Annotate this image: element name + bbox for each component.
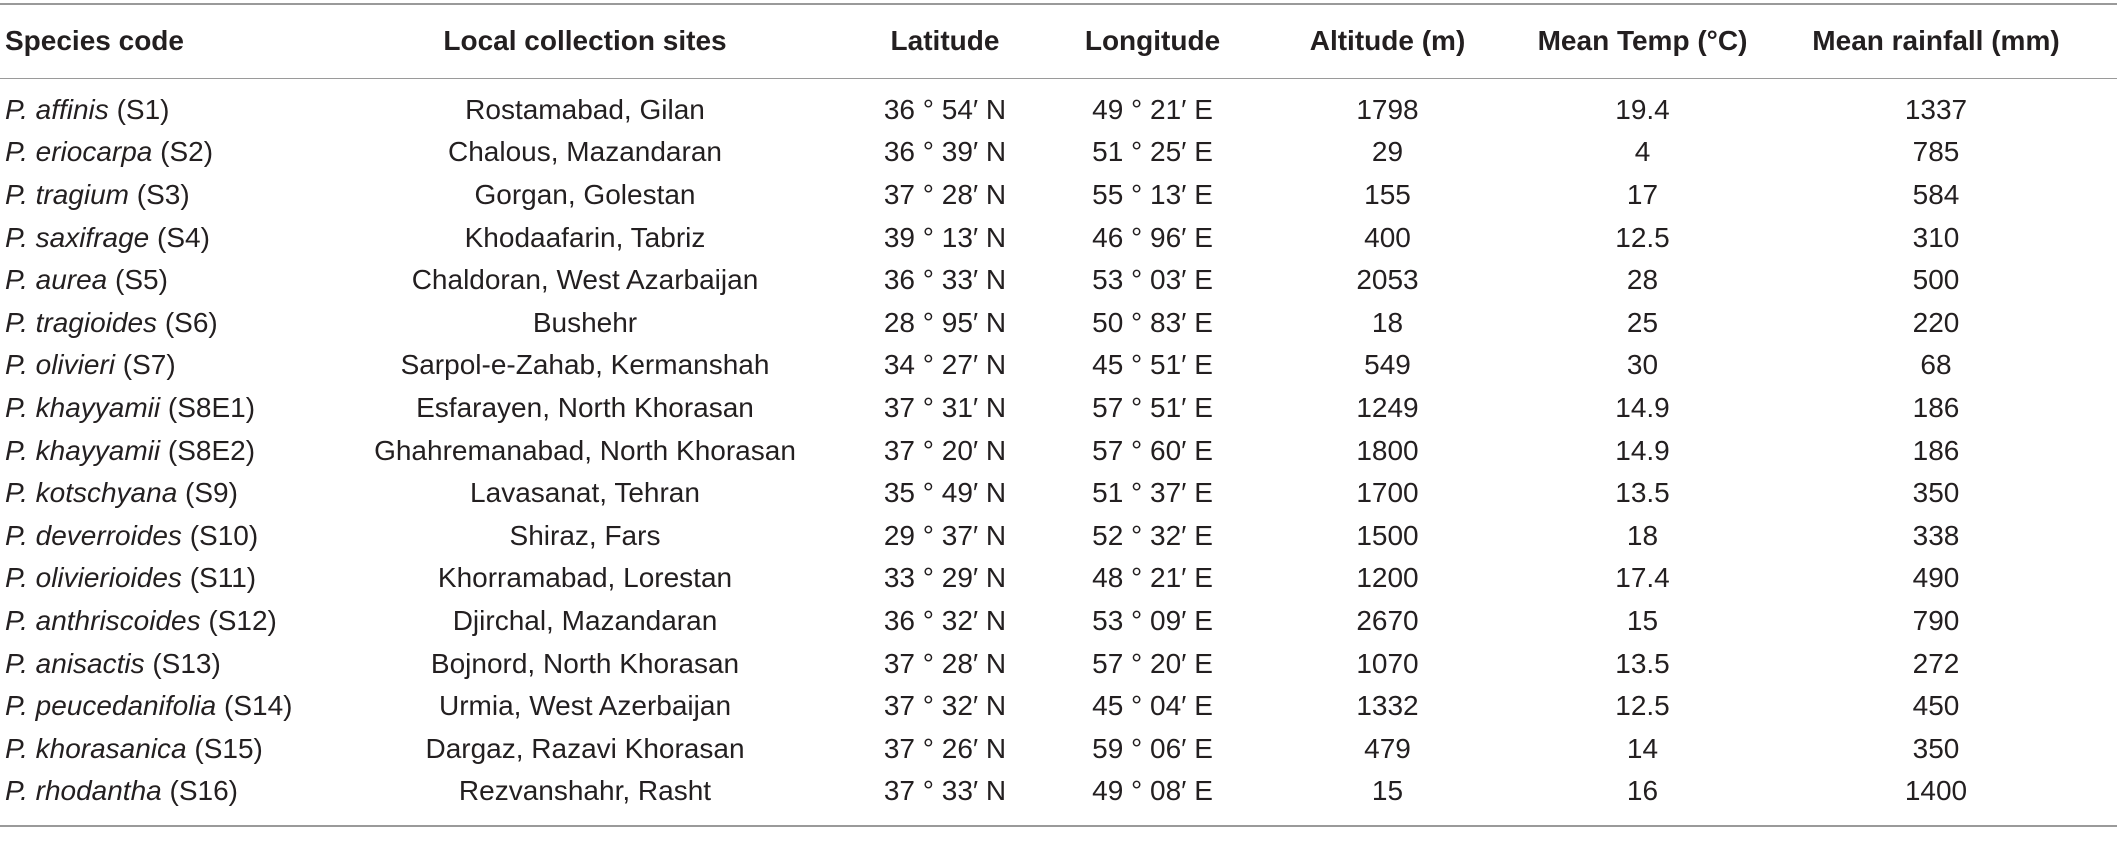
cell-longitude: 53 ° 03′ E [1092, 264, 1213, 296]
species-name: P. olivieri [5, 349, 115, 381]
cell-latitude: 34 ° 27′ N [883, 349, 1007, 381]
table-row [0, 78, 2117, 131]
cell-latitude: 36 ° 33′ N [883, 264, 1007, 296]
cell-mean-rainfall: 350 [1912, 732, 1960, 764]
cell-altitude: 549 [1364, 349, 1411, 381]
cell-mean-temp: 14.9 [1615, 391, 1670, 423]
cell-species [0, 685, 340, 728]
cell-longitude: 57 ° 20′ E [1092, 647, 1213, 679]
cell-species [0, 301, 340, 344]
cell-mean-temp: 14.9 [1615, 434, 1670, 466]
cell-collection-site: Dargaz, Razavi Khorasan [425, 732, 745, 764]
cell-mean-rainfall: 584 [1912, 178, 1960, 210]
cell-mean-rainfall: 785 [1912, 136, 1960, 168]
header-mean-temp: Mean Temp (°C) [1530, 4, 1755, 78]
cell-species [0, 770, 340, 826]
cell-species [0, 472, 340, 515]
species-code: (S1) [116, 93, 170, 125]
cell-altitude: 15 [1245, 770, 1530, 826]
header-latitude: Latitude [830, 4, 1060, 78]
species-code: (S3) [136, 178, 190, 210]
cell-mean-rainfall: 500 [1912, 264, 1960, 296]
cell-mean-temp: 13.5 [1615, 647, 1670, 679]
species-code: (S7) [122, 349, 176, 381]
cell-altitude: 1700 [1356, 477, 1419, 509]
cell-altitude: 1200 [1356, 562, 1419, 594]
cell-longitude: 46 ° 96′ E [1092, 221, 1213, 253]
cell-species [0, 600, 340, 643]
table-row [0, 685, 2117, 728]
cell-altitude: 29 [1371, 136, 1404, 168]
cell-latitude: 37 ° 26′ N [883, 732, 1007, 764]
cell-longitude: 57 ° 51′ E [1092, 391, 1213, 423]
species-code: (S4) [157, 221, 210, 253]
species-code: (S5) [115, 264, 168, 296]
species-code: (S11) [189, 562, 257, 594]
species-name: P. anthriscoides [5, 604, 201, 636]
table-row [0, 770, 2117, 826]
cell-mean-temp: 13.5 [1615, 477, 1670, 509]
table-header-row [0, 4, 2117, 78]
cell-latitude: 37 ° 20′ N [883, 434, 1007, 466]
species-code: (S6) [164, 306, 218, 338]
species-code: (S8E1) [167, 391, 256, 423]
cell-altitude: 1070 [1356, 647, 1419, 679]
species-name: P. kotschyana [5, 477, 178, 509]
cell-species [0, 387, 340, 430]
cell-latitude: 36 ° 39′ N [883, 136, 1007, 168]
cell-latitude: 36 ° 54′ N [883, 93, 1007, 125]
table-row [0, 472, 2117, 515]
cell-species [0, 78, 340, 131]
cell-mean-temp: 30 [1626, 349, 1659, 381]
species-name: P. tragium [5, 178, 129, 210]
cell-mean-temp: 17.4 [1615, 562, 1670, 594]
cell-longitude: 49 ° 21′ E [1092, 93, 1213, 125]
table-row [0, 259, 2117, 302]
cell-collection-site: Lavasanat, Tehran [470, 477, 700, 509]
species-code: (S10) [189, 519, 259, 551]
cell-collection-site: Khorramabad, Lorestan [437, 562, 733, 594]
species-name: P. affinis [5, 93, 109, 125]
table-row [0, 344, 2117, 387]
cell-longitude: 59 ° 06′ E [1092, 732, 1213, 764]
species-name: P. deverroides [5, 519, 182, 551]
cell-mean-rainfall: 350 [1912, 477, 1960, 509]
species-code: (S12) [208, 604, 277, 636]
cell-mean-temp: 19.4 [1615, 93, 1670, 125]
table-row [0, 727, 2117, 770]
species-name: P. khorasanica [5, 732, 187, 764]
cell-collection-site: Sarpol-e-Zahab, Kermanshah [400, 349, 770, 381]
species-name: P. tragioides [5, 306, 158, 338]
cell-mean-temp: 25 [1626, 306, 1659, 338]
cell-altitude: 1332 [1356, 690, 1419, 722]
cell-species [0, 259, 340, 302]
cell-longitude: 48 ° 21′ E [1092, 562, 1213, 594]
cell-mean-rainfall: 1337 [1904, 93, 1968, 125]
species-code: (S15) [194, 732, 263, 764]
species-name: P. khayyamii [5, 434, 161, 466]
table-body [0, 78, 2117, 826]
cell-mean-rainfall: 490 [1912, 562, 1960, 594]
cell-species [0, 727, 340, 770]
table-row [0, 600, 2117, 643]
cell-species [0, 344, 340, 387]
cell-collection-site: Bojnord, North Khorasan [430, 647, 740, 679]
cell-longitude: 51 ° 37′ E [1092, 477, 1213, 509]
table-row [0, 301, 2117, 344]
table-row [0, 514, 2117, 557]
species-code: (S14) [224, 690, 293, 722]
cell-collection-site: Chaldoran, West Azarbaijan [411, 264, 759, 296]
cell-collection-site: Shiraz, Fars [509, 519, 661, 551]
table-row [0, 429, 2117, 472]
cell-mean-temp: 17 [1626, 178, 1659, 210]
cell-collection-site: Urmia, West Azerbaijan [438, 690, 732, 722]
cell-collection-site: Rezvanshahr, Rasht [340, 770, 830, 826]
cell-longitude: 53 ° 09′ E [1092, 604, 1213, 636]
cell-mean-rainfall: 68 [1920, 349, 1952, 381]
cell-collection-site: Khodaafarin, Tabriz [464, 221, 706, 253]
cell-mean-temp: 12.5 [1615, 221, 1670, 253]
cell-collection-site: Ghahremanabad, North Khorasan [374, 434, 796, 466]
cell-species [0, 429, 340, 472]
cell-species [0, 557, 340, 600]
cell-species [0, 131, 340, 174]
table-row [0, 174, 2117, 217]
cell-mean-temp: 15 [1626, 604, 1659, 636]
header-longitude: Longitude [1060, 4, 1245, 78]
header-collection-sites: Local collection sites [340, 4, 830, 78]
cell-collection-site: Gorgan, Golestan [474, 178, 696, 210]
cell-mean-rainfall: 338 [1912, 519, 1960, 551]
cell-latitude: 37 ° 31′ N [883, 391, 1007, 423]
cell-latitude: 37 ° 28′ N [883, 178, 1007, 210]
table-row [0, 216, 2117, 259]
header-mean-rainfall: Mean rainfall (mm) [1755, 4, 2117, 78]
header-species-code: Species code [0, 4, 340, 78]
cell-species [0, 642, 340, 685]
cell-altitude: 18 [1371, 306, 1404, 338]
cell-mean-rainfall: 310 [1912, 221, 1960, 253]
species-code: (S2) [160, 136, 214, 168]
cell-longitude: 55 ° 13′ E [1092, 178, 1213, 210]
cell-mean-temp: 14 [1626, 732, 1659, 764]
cell-longitude: 50 ° 83′ E [1092, 306, 1213, 338]
cell-longitude: 45 ° 04′ E [1092, 690, 1213, 722]
cell-mean-temp: 16 [1530, 770, 1755, 826]
cell-mean-temp: 28 [1626, 264, 1659, 296]
cell-mean-rainfall: 450 [1912, 690, 1960, 722]
species-code: (S16) [169, 775, 238, 807]
cell-longitude: 45 ° 51′ E [1092, 349, 1213, 381]
species-name: P. saxifrage [5, 221, 150, 253]
cell-mean-rainfall: 790 [1912, 604, 1960, 636]
species-name: P. khayyamii [5, 391, 161, 423]
cell-mean-rainfall: 186 [1912, 434, 1960, 466]
cell-longitude: 57 ° 60′ E [1092, 434, 1213, 466]
species-name: P. rhodantha [5, 775, 162, 807]
cell-mean-rainfall: 220 [1912, 306, 1960, 338]
cell-altitude: 1798 [1356, 93, 1419, 125]
species-name: P. aurea [5, 264, 108, 296]
cell-altitude: 400 [1364, 221, 1411, 253]
cell-altitude: 2670 [1356, 604, 1419, 636]
cell-longitude: 52 ° 32′ E [1092, 519, 1213, 551]
cell-species [0, 216, 340, 259]
cell-species [0, 174, 340, 217]
table-row [0, 642, 2117, 685]
cell-mean-rainfall: 272 [1912, 647, 1960, 679]
cell-altitude: 1249 [1356, 391, 1419, 423]
cell-mean-temp: 4 [1634, 136, 1651, 168]
cell-longitude: 51 ° 25′ E [1092, 136, 1213, 168]
cell-species [0, 514, 340, 557]
cell-collection-site: Bushehr [532, 306, 638, 338]
header-altitude: Altitude (m) [1245, 4, 1530, 78]
cell-latitude: 39 ° 13′ N [883, 221, 1007, 253]
cell-altitude: 1800 [1356, 434, 1419, 466]
species-name: P. anisactis [5, 647, 145, 679]
species-code: (S8E2) [167, 434, 256, 466]
species-table [0, 3, 2117, 827]
cell-altitude: 155 [1364, 178, 1411, 210]
species-name: P. eriocarpa [5, 136, 153, 168]
cell-altitude: 1500 [1356, 519, 1419, 551]
cell-collection-site: Esfarayen, North Khorasan [416, 391, 754, 423]
cell-latitude: 29 ° 37′ N [883, 519, 1007, 551]
species-name: P. olivierioides [5, 562, 182, 594]
table-row [0, 557, 2117, 600]
table-row [0, 387, 2117, 430]
cell-mean-temp: 12.5 [1615, 690, 1670, 722]
cell-collection-site: Rostamabad, Gilan [465, 93, 705, 125]
cell-mean-rainfall: 186 [1912, 391, 1960, 423]
cell-latitude: 37 ° 32′ N [883, 690, 1007, 722]
cell-latitude: 37 ° 33′ N [830, 770, 1060, 826]
species-code: (S9) [185, 477, 238, 509]
cell-latitude: 35 ° 49′ N [883, 477, 1007, 509]
table-row [0, 131, 2117, 174]
cell-longitude: 49 ° 08′ E [1060, 770, 1245, 826]
cell-collection-site: Djirchal, Mazandaran [452, 604, 718, 636]
cell-altitude: 2053 [1356, 264, 1419, 296]
cell-latitude: 36 ° 32′ N [883, 604, 1007, 636]
cell-mean-temp: 18 [1626, 519, 1659, 551]
species-name: P. peucedanifolia [5, 690, 217, 722]
cell-latitude: 28 ° 95′ N [883, 306, 1007, 338]
cell-mean-rainfall: 1400 [1755, 770, 2117, 826]
cell-altitude: 479 [1364, 732, 1411, 764]
cell-collection-site: Chalous, Mazandaran [448, 136, 722, 168]
species-code: (S13) [152, 647, 221, 679]
cell-latitude: 37 ° 28′ N [883, 647, 1007, 679]
cell-latitude: 33 ° 29′ N [883, 562, 1007, 594]
